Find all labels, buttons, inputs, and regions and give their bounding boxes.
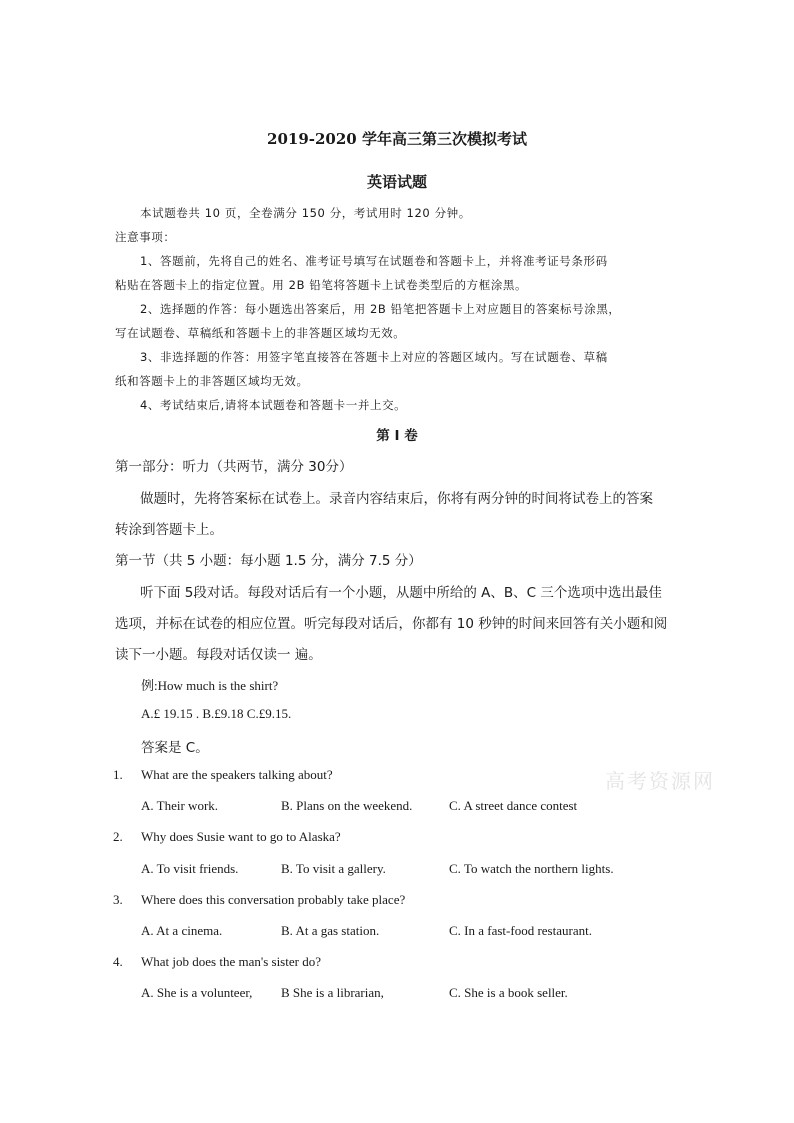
section1-desc-line-2: 选项，并标在试卷的相应位置。听完每段对话后，你都有 10 秒钟的时间来回答有关小题和阅 [115, 616, 668, 632]
option-a: A. Their work. [141, 798, 219, 813]
notice-label: 注意事项： [115, 230, 176, 244]
option-a: A. At a cinema. [141, 923, 223, 938]
exam-title: 2019-2020 学年高三第三次模拟考试 [267, 130, 527, 148]
section1-heading: 第一节（共 5 小题：每小题 1.5 分，满分 7.5 分） [115, 553, 422, 569]
option-b: B. Plans on the weekend. [281, 798, 413, 813]
part1-desc-line-1: 做题时，先将答案标在试卷上。录音内容结束后，你将有两分钟的时间将试卷上的答案 [140, 491, 653, 507]
option-a: A. To visit friends. [141, 861, 239, 876]
option-b: B. To visit a gallery. [281, 861, 386, 876]
option-a: A. She is a volunteer, [141, 985, 253, 1000]
volume-heading: 第 I 卷 [376, 428, 418, 444]
question-number: 2. [113, 829, 123, 844]
notice-item-2-line-2: 写在试题卷、草稿纸和答题卡上的非答题区域均无效。 [115, 326, 406, 340]
section1-desc-line-3: 读下一小题。每段对话仅读一 遍。 [115, 647, 322, 663]
notice-item-4: 4、考试结束后,请将本试题卷和答题卡一并上交。 [140, 398, 407, 412]
question-number: 1. [113, 767, 123, 782]
question-text: What are the speakers talking about? [141, 767, 333, 782]
option-c: C. A street dance contest [449, 798, 578, 813]
notice-item-2-line-1: 2、选择题的作答：每小题选出答案后，用 2B 铅笔把答题卡上对应题目的答案标号涂黑， [140, 302, 621, 316]
notice-item-1-line-2: 粘贴在答题卡上的指定位置。用 2B 铅笔将答题卡上试卷类型后的方框涂黑。 [115, 278, 528, 292]
part1-heading: 第一部分：听力（共两节，满分 30分） [115, 459, 353, 475]
option-b: B She is a librarian, [281, 985, 384, 1000]
question-number: 3. [113, 892, 123, 907]
instructions-intro: 本试题卷共 10 页，全卷满分 150 分，考试用时 120 分钟。 [140, 206, 471, 220]
example-options: A.£ 19.15 . B.£9.18 C.£9.15. [141, 706, 292, 721]
exam-subject-title: 英语试题 [366, 173, 427, 191]
question-number: 4. [113, 954, 123, 969]
example-answer: 答案是 C。 [141, 740, 209, 756]
notice-item-3-line-1: 3、非选择题的作答：用签字笔直接答在答题卡上对应的答题区域内。写在试题卷、草稿 [140, 350, 608, 364]
option-c: C. To watch the northern lights. [449, 861, 614, 876]
option-c: C. In a fast-food restaurant. [449, 923, 592, 938]
notice-item-1-line-1: 1、答题前，先将自己的姓名、准考证号填写在试题卷和答题卡上，并将准考证号条形码 [140, 254, 608, 268]
watermark: 高考资源网 [605, 769, 715, 793]
section1-desc-line-1: 听下面 5段对话。每段对话后有一个小题，从题中所给的 A、B、C 三个选项中选出最佳 [140, 585, 662, 601]
question-text: Why does Susie want to go to Alaska? [141, 829, 341, 844]
option-b: B. At a gas station. [281, 923, 380, 938]
example-question: 例:How much is the shirt? [141, 678, 279, 693]
notice-item-3-line-2: 纸和答题卡上的非答题区域均无效。 [115, 374, 309, 388]
part1-desc-line-2: 转涂到答题卡上。 [115, 522, 223, 538]
question-text: What job does the man's sister do? [141, 954, 321, 969]
option-c: C. She is a book seller. [449, 985, 568, 1000]
question-text: Where does this conversation probably take place? [141, 892, 406, 907]
